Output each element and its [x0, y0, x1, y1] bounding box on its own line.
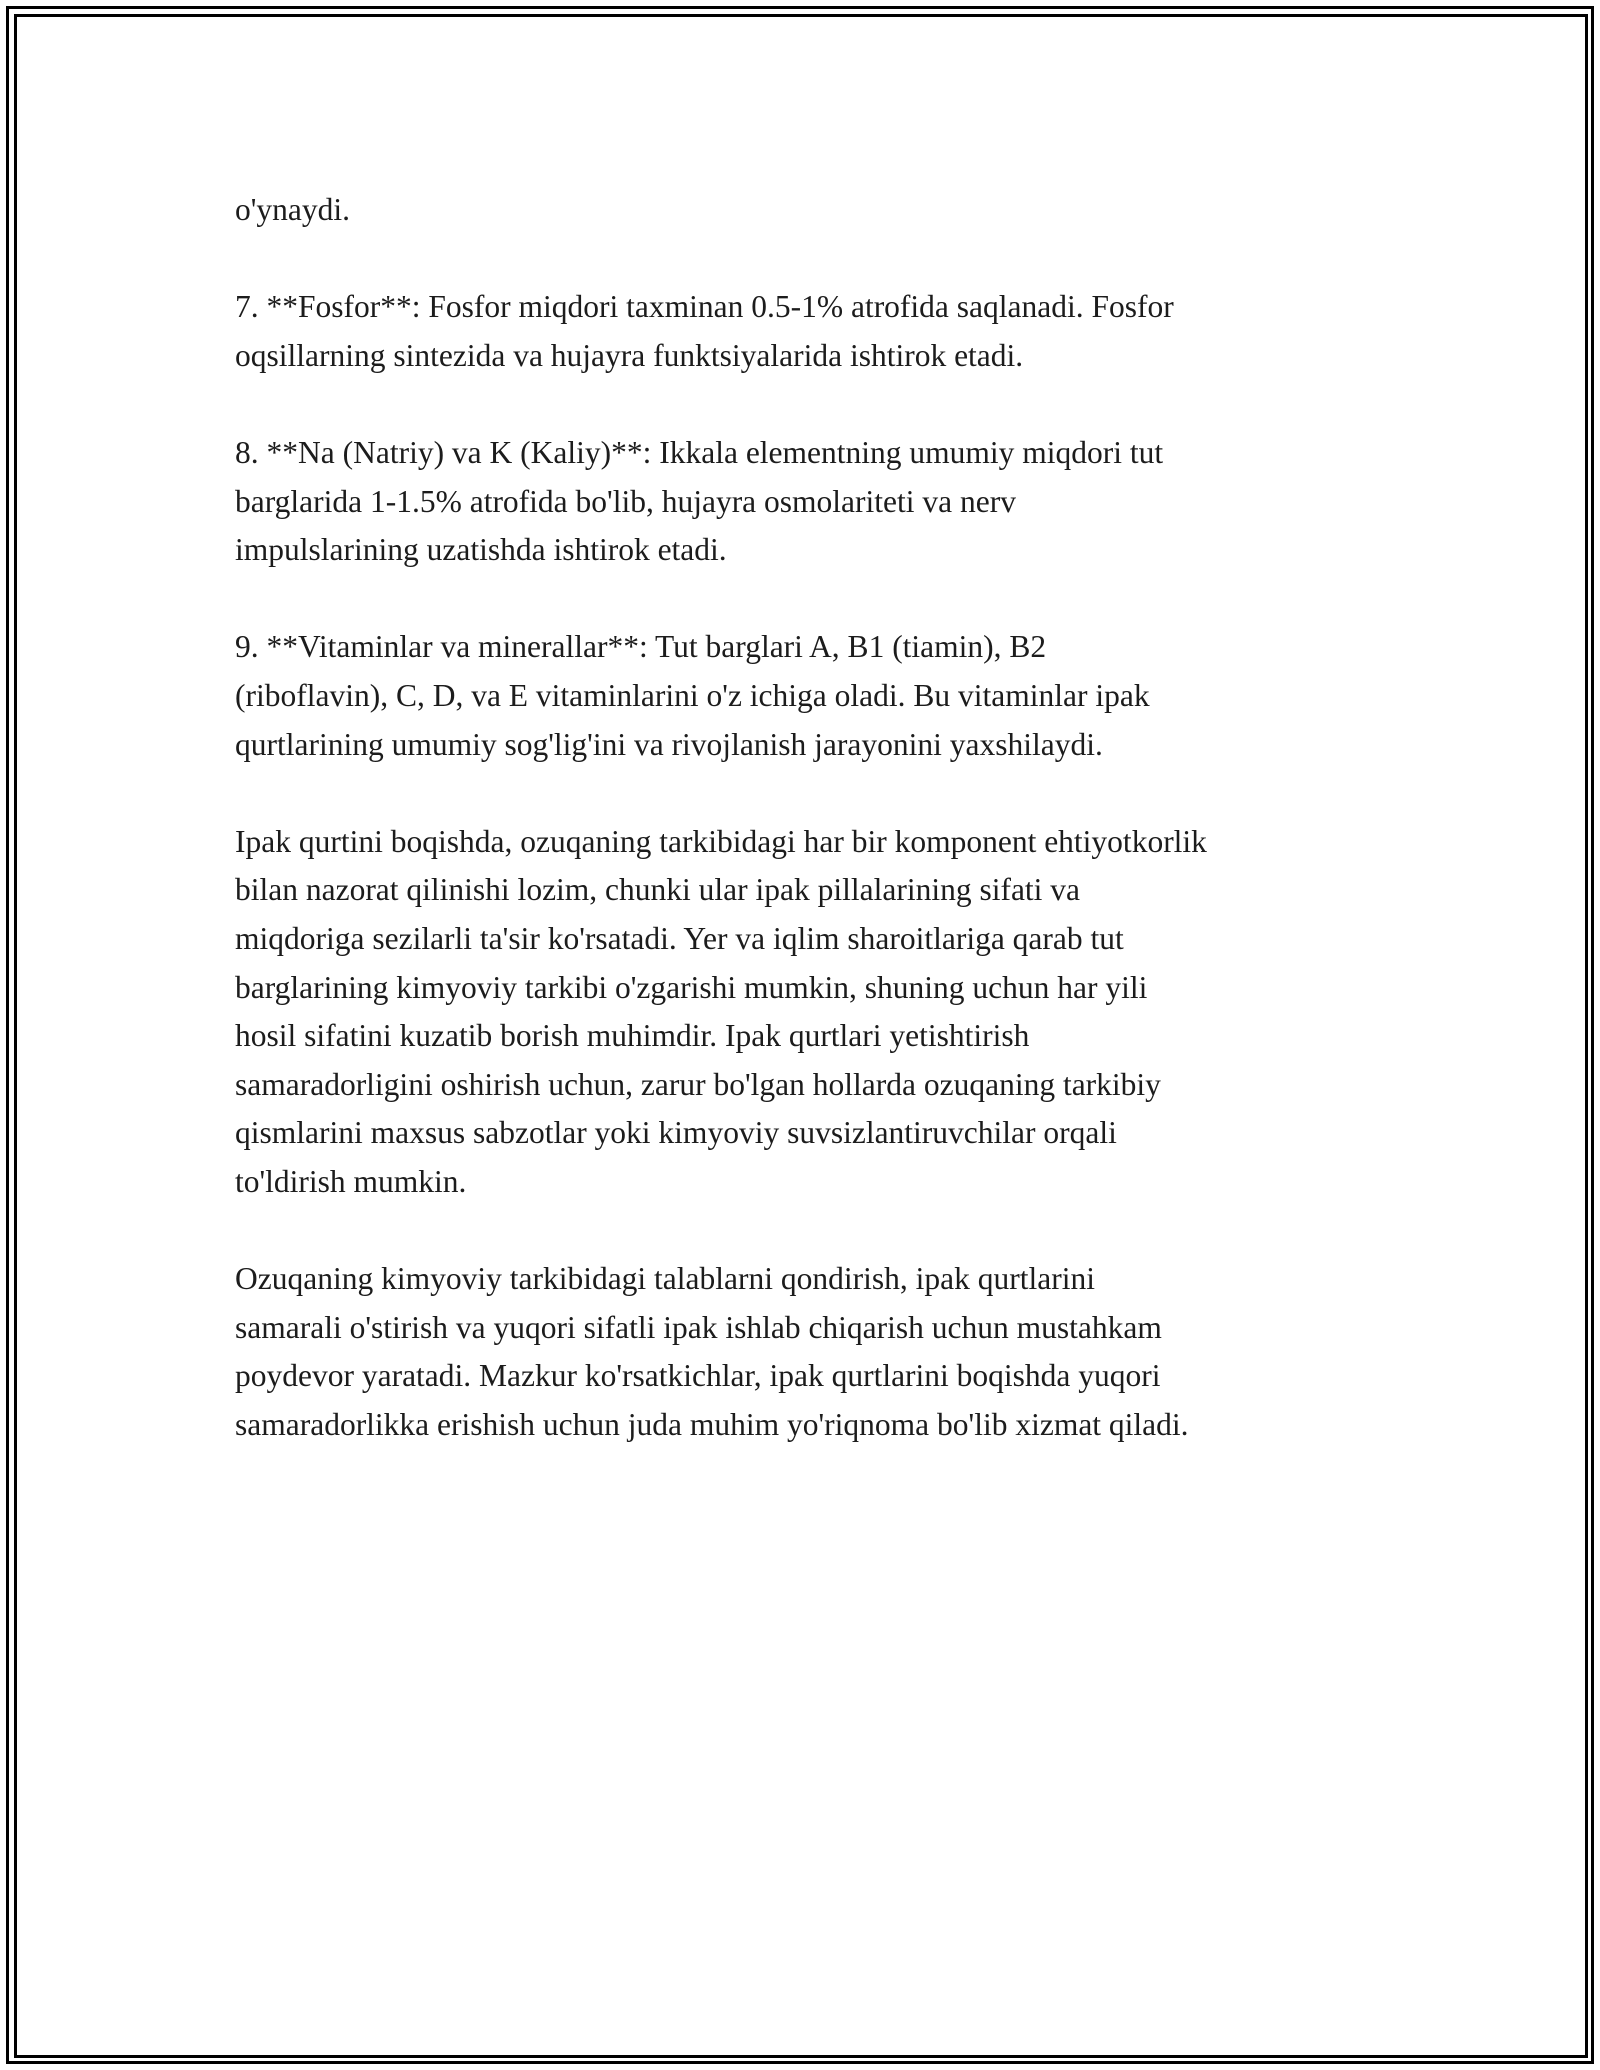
paragraph-item-8-natriy-kaliy: 8. **Na (Natriy) va K (Kaliy)**: Ikkala elementning umumiy miqdori tut barglarida 1-1.5% atrofida bo'lib, hujayra osmolariteti va nerv impulslarining uzatishda ishtirok etadi. [235, 434, 1164, 568]
paragraph-continuation: o'ynaydi. [235, 192, 351, 227]
document-body [235, 186, 1395, 1498]
paragraph-item-9-vitaminlar: 9. **Vitaminlar va minerallar**: Tut barglari A, B1 (tiamin), B2 (riboflavin), C, D, va E vitaminlarini o'z ichiga oladi. Bu vitaminlar ipak qurtlarining umumiy sog'lig'ini va rivojlanish jarayonini yaxshilaydi. [235, 629, 1150, 762]
paragraph-item-7-fosfor: 7. **Fosfor**: Fosfor miqdori taxminan 0.5-1% atrofida saqlanadi. Fosfor oqsillarning sintezida va hujayra funktsiyalarida ishtirok etadi. [235, 289, 1174, 373]
paragraph-feeding-control: Ipak qurtini boqishda, ozuqaning tarkibidagi har bir komponent ehtiyotkorlik bilan nazorat qilinishi lozim, chunki ular ipak pillalarining sifati va miqdoriga sezilarli ta'sir ko'rsatadi. Yer va iqlim sharoitlariga qarab tut barglarining kimyoviy tarkibi o'zgarishi mumkin, shuning uchun har yili hosil sifatini kuzatib borish muhimdir. Ipak qurtlari yetishtirish samaradorligini oshirish uchun, zarur bo'lgan hollarda ozuqaning tarkibiy qismlarini maxsus sabzotlar yoki kimyoviy suvsizlantiruvchilar orqali to'ldirish mumkin. [235, 823, 1207, 1199]
paragraph-conclusion: Ozuqaning kimyoviy tarkibidagi talablarni qondirish, ipak qurtlarini samarali o'stirish va yuqori sifatli ipak ishlab chiqarish uchun mustahkam poydevor yaratadi. Mazkur ko'rsatkichlar, ipak qurtlarini boqishda yuqori samaradorlikka erishish uchun juda muhim yo'riqnoma bo'lib xizmat qiladi. [235, 1261, 1189, 1442]
